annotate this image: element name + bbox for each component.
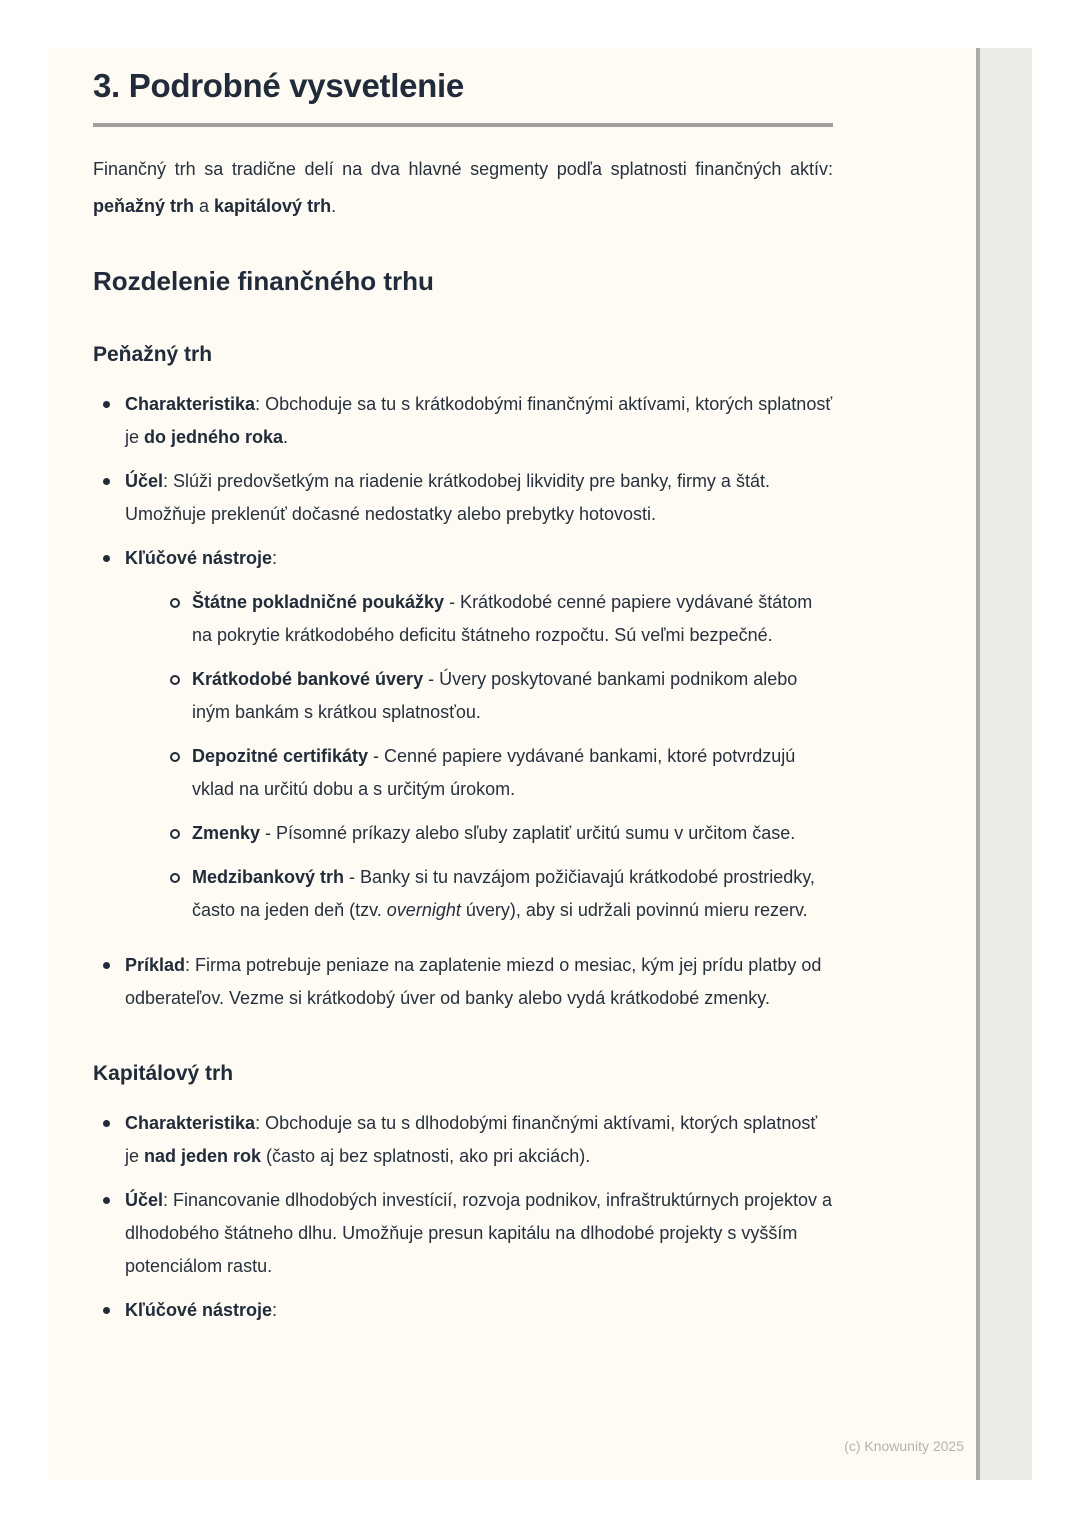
bold-text: Krátkodobé bankové úvery [192, 669, 424, 689]
circle-marker-icon [170, 586, 192, 652]
copyright-notice: (c) Knowunity 2025 [844, 1438, 964, 1454]
text-run: - Písomné príkazy alebo sľuby zaplatiť určitú sumu v určitom čase. [260, 823, 796, 843]
open-circle-icon [170, 873, 180, 883]
text-run: : Firma potrebuje peniaze na zaplatenie miezd o mesiac, kým jej prídu platby od odberateľov. Vezme si krátkodobý úver od banky alebo vydá krátkodobé zmenky. [125, 955, 822, 1008]
filled-dot-icon [103, 555, 110, 562]
filled-dot-icon [103, 401, 110, 408]
bullet-marker-icon [93, 465, 125, 531]
text-run: Finančný trh sa tradične delí na dva hlavné segmenty podľa splatnosti finančných aktív: [93, 159, 833, 179]
text-run: - Úvery poskytované bankami podnikom alebo iným bankám s krátkou splatnosťou. [192, 669, 798, 722]
bold-text: Kľúčové nástroje [125, 548, 272, 568]
bullet-marker-icon [93, 1294, 125, 1327]
bullet-marker-icon [93, 542, 125, 938]
circle-marker-icon [170, 817, 192, 850]
filled-dot-icon [103, 962, 110, 969]
list-item [125, 817, 833, 850]
open-circle-icon [170, 829, 180, 839]
list-item [125, 663, 833, 729]
bullet-list [93, 388, 833, 1015]
filled-dot-icon [103, 1307, 110, 1314]
list-item-text [192, 740, 833, 806]
text-run: a [194, 196, 215, 216]
circle-marker-icon [170, 740, 192, 806]
sub-bullet-list [125, 586, 833, 927]
text-run: (často aj bez splatnosti, ako pri akciách). [261, 1146, 591, 1166]
text-run: : Financovanie dlhodobých investícií, rozvoja podnikov, infraštruktúrnych projektov a dlhodobého štátneho dlhu. Umožňuje presun kapitálu na dlhodobé projekty s vyšším potenciálom rastu. [125, 1190, 833, 1276]
bold-text: Štátne pokladničné poukážky [192, 592, 445, 612]
bold-text: peňažný trh [93, 196, 195, 216]
list-item-text [192, 817, 833, 850]
list-item-text [125, 1184, 833, 1283]
list-item [93, 465, 833, 531]
list-item [93, 1107, 833, 1173]
bold-text: Zmenky [192, 823, 261, 843]
list-item-text [125, 542, 833, 938]
list-item-text [125, 388, 833, 454]
text-run: : Slúži predovšetkým na riadenie krátkodobej likvidity pre banky, firmy a štát. Umožňuje preklenúť dočasné nedostatky alebo prebytky hotovosti. [125, 471, 770, 524]
open-circle-icon [170, 752, 180, 762]
bullet-marker-icon [93, 1107, 125, 1173]
bold-text: Medzibankový trh [192, 867, 345, 887]
open-circle-icon [170, 598, 180, 608]
list-item [125, 586, 833, 652]
text-run: : [271, 548, 277, 568]
list-item [125, 740, 833, 806]
scrollbar-track[interactable] [976, 48, 1032, 1480]
bold-text: Účel [125, 1190, 164, 1210]
text-run: úvery), aby si udržali povinnú mieru rezerv. [460, 900, 808, 920]
bold-text: Charakteristika [125, 1113, 256, 1133]
list-item-text [192, 663, 833, 729]
text-run: . [283, 427, 289, 447]
bullet-list [93, 1107, 833, 1327]
document-page [48, 48, 1032, 1480]
list-item-text [125, 949, 833, 1015]
text-run: . [331, 196, 337, 216]
document-content [48, 48, 1032, 1327]
text-run: : Obchoduje sa tu s dlhodobými finančnými aktívami, ktorých splatnosť je [125, 1113, 818, 1166]
text-run: - Banky si tu navzájom požičiavajú krátkodobé prostriedky, často na jeden deň (tzv. [192, 867, 815, 920]
circle-marker-icon [170, 663, 192, 729]
open-circle-icon [170, 675, 180, 685]
filled-dot-icon [103, 478, 110, 485]
list-item [93, 542, 833, 938]
page-title: 3. Podrobné vysvetlenie [93, 67, 464, 104]
section-heading: Rozdelenie finančného trhu [93, 266, 434, 296]
list-item-text [192, 861, 833, 927]
italic-text: overnight [386, 900, 461, 920]
bold-text: Charakteristika [125, 394, 256, 414]
list-item [93, 388, 833, 454]
bold-text: Depozitné certifikáty [192, 746, 369, 766]
text-run: : Obchoduje sa tu s krátkodobými finančnými aktívami, ktorých splatnosť je [125, 394, 833, 447]
bold-text: Kľúčové nástroje [125, 1300, 272, 1320]
bullet-marker-icon [93, 388, 125, 454]
bold-text: do jedného roka [144, 427, 284, 447]
bold-text: kapitálový trh [214, 196, 332, 216]
circle-marker-icon [170, 861, 192, 927]
list-item [93, 1184, 833, 1283]
bold-text: nad jeden rok [144, 1146, 262, 1166]
list-item [125, 861, 833, 927]
bullet-marker-icon [93, 949, 125, 1015]
list-item [93, 949, 833, 1015]
subsection-heading: Kapitálový trh [93, 1062, 234, 1085]
filled-dot-icon [103, 1120, 110, 1127]
text-run: : [271, 1300, 277, 1320]
subsections-container [93, 342, 833, 1327]
list-item-text [192, 586, 833, 652]
title-divider [93, 123, 833, 127]
list-item [93, 1294, 833, 1327]
text-run: - Cenné papiere vydávané bankami, ktoré potvrdzujú vklad na určitú dobu a s určitým úrokom. [192, 746, 796, 799]
filled-dot-icon [103, 1197, 110, 1204]
list-item-text [125, 1294, 833, 1327]
list-item-text [125, 465, 833, 531]
list-item-text [125, 1107, 833, 1173]
intro-paragraph [93, 151, 833, 225]
bold-text: Príklad [125, 955, 186, 975]
bullet-marker-icon [93, 1184, 125, 1283]
bold-text: Účel [125, 471, 164, 491]
text-run: - Krátkodobé cenné papiere vydávané štátom na pokrytie krátkodobého deficitu štátneho rozpočtu. Sú veľmi bezpečné. [192, 592, 813, 645]
subsection-heading: Peňažný trh [93, 343, 213, 366]
